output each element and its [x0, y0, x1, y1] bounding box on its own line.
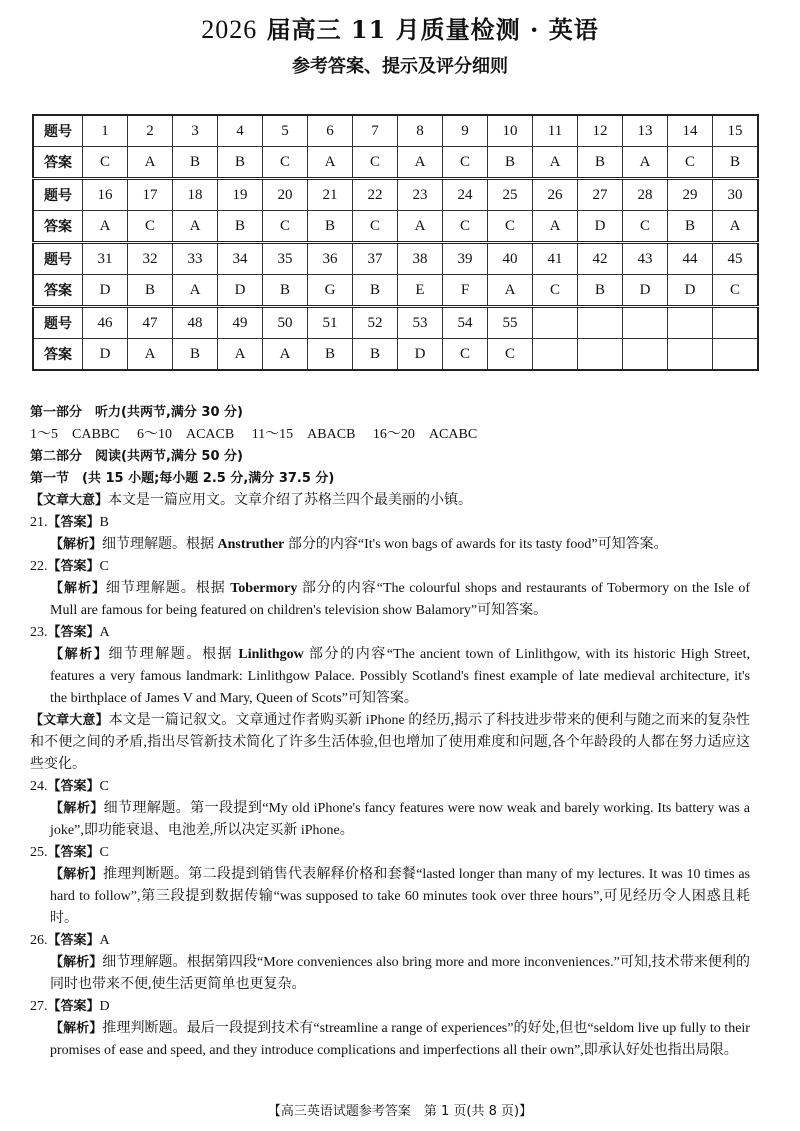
- answer-cell: A: [173, 211, 218, 243]
- question-number-cell: 48: [173, 307, 218, 339]
- page-title: [0, 10, 800, 45]
- page-footer: 【高三英语试题参考答案 第 1 页(共 8 页)】: [267, 1104, 533, 1119]
- explanation-tag: 【解析】: [50, 581, 106, 596]
- answer-cell: D: [398, 339, 443, 371]
- answer-tag: 【答案】: [47, 515, 100, 530]
- listening-answers: [30, 424, 750, 446]
- answer-cell: B: [308, 211, 353, 243]
- row-label: 答案: [33, 339, 83, 371]
- explanation-tag: 【解析】: [50, 867, 103, 882]
- question-number-cell: 43: [623, 243, 668, 275]
- explanation-tag: 【解析】: [50, 647, 109, 662]
- answer-letter: B: [99, 515, 109, 530]
- answer-explanations: [30, 402, 750, 1062]
- explanation-tag: 【解析】: [50, 1021, 103, 1036]
- answer-cell: B: [353, 275, 398, 307]
- answer-cell: A: [623, 147, 668, 179]
- explanation-tag: 【解析】: [50, 955, 103, 970]
- question-number-cell: 1: [83, 115, 128, 147]
- question-number-cell: 13: [623, 115, 668, 147]
- question-number-cell: 19: [218, 179, 263, 211]
- question-number-cell: 55: [488, 307, 533, 339]
- question-number-cell: 39: [443, 243, 488, 275]
- question-number-cell: 33: [173, 243, 218, 275]
- answer-cell: A: [533, 147, 578, 179]
- answer-cell: E: [398, 275, 443, 307]
- answer-cell: C: [263, 147, 308, 179]
- page-subtitle: 参考答案、提示及评分细则: [292, 56, 508, 77]
- answer-cell: B: [713, 147, 759, 179]
- answer-letter: C: [99, 559, 109, 574]
- explanation-text: 推理判断题。第二段提到销售代表解释价格和套餐“lasted longer than many of my lectures. It was 10 times as hard to follow”,第三段提到数据传输“was supposed to take 60 minutes took over three hours”,可见经历令人困惑且耗时。: [50, 867, 750, 926]
- question-number-cell: 50: [263, 307, 308, 339]
- explanation-text: 细节理解题。根据: [102, 537, 218, 552]
- question-number-cell: [533, 307, 578, 339]
- question-number-cell: 6: [308, 115, 353, 147]
- answer-tag: 【答案】: [47, 845, 100, 860]
- question-number-row: [33, 243, 758, 275]
- question-number-cell: 47: [128, 307, 173, 339]
- listening-group: 16～20 ACABC: [372, 427, 478, 442]
- answer-cell: B: [308, 339, 353, 371]
- question-number-cell: 7: [353, 115, 398, 147]
- question-number-cell: 41: [533, 243, 578, 275]
- question-number-cell: 26: [533, 179, 578, 211]
- question-number-cell: 28: [623, 179, 668, 211]
- answer-cell: C: [713, 275, 759, 307]
- answer-cell: A: [398, 211, 443, 243]
- question-number-cell: 17: [128, 179, 173, 211]
- question-number-cell: 38: [398, 243, 443, 275]
- question-number-cell: 35: [263, 243, 308, 275]
- question-number: 24.: [30, 779, 48, 794]
- question-number-cell: [578, 307, 623, 339]
- explanation-text: 细节理解题。根据第四段“More conveniences also bring more and more inconveniences.”可知,技术带来便利的同时也带来不便,使生活更简单也更复杂。: [50, 955, 750, 992]
- summary-text: 本文是一篇应用文。文章介绍了苏格兰四个最美丽的小镇。: [108, 493, 473, 508]
- title-year: 2026: [201, 15, 258, 44]
- listening-group: 6～10 ACACB: [136, 427, 235, 442]
- question-number-row: [33, 115, 758, 147]
- answer-cell: A: [488, 275, 533, 307]
- question-number-cell: 8: [398, 115, 443, 147]
- explanation-text: 细节理解题。根据: [108, 647, 239, 662]
- question-number-cell: 22: [353, 179, 398, 211]
- question-number-cell: 37: [353, 243, 398, 275]
- answer-letter: C: [99, 779, 109, 794]
- question-number-cell: 9: [443, 115, 488, 147]
- question-item: [30, 622, 750, 710]
- answer-letter: C: [99, 845, 109, 860]
- summary-tag: 【文章大意】: [30, 713, 109, 728]
- question-number-cell: 5: [263, 115, 308, 147]
- question-number-cell: 24: [443, 179, 488, 211]
- question-number-cell: 3: [173, 115, 218, 147]
- answer-cell: C: [443, 339, 488, 371]
- answer-row: [33, 211, 758, 243]
- explanation-text: 部分的内容“The ancient town of Linlithgow, with its historic High Street, features a very famous landmark: Linlithgow Palace. Possibly Scotland's finest example of late medieval architecture, it's the birthplace of James V and Mary, Queen of Scots”可知答案。: [50, 647, 751, 706]
- answer-tag: 【答案】: [47, 933, 100, 948]
- row-label: 题号: [33, 179, 83, 211]
- answer-tag: 【答案】: [47, 999, 100, 1014]
- answer-cell: D: [578, 211, 623, 243]
- answer-cell: F: [443, 275, 488, 307]
- answer-line: [30, 842, 750, 864]
- answer-cell: D: [83, 275, 128, 307]
- question-number-cell: [623, 307, 668, 339]
- answer-cell: A: [173, 275, 218, 307]
- answer-cell: B: [488, 147, 533, 179]
- question-number: 21.: [30, 515, 48, 530]
- question-number-cell: 29: [668, 179, 713, 211]
- answer-row: [33, 339, 758, 371]
- question-number-cell: 45: [713, 243, 759, 275]
- answer-cell: [623, 339, 668, 371]
- question-number-cell: 31: [83, 243, 128, 275]
- answer-letter: D: [99, 999, 110, 1014]
- listening-group: 11～15 ABACB: [251, 427, 356, 442]
- answer-cell: C: [488, 211, 533, 243]
- listening-group: 1～5 CABBC: [30, 427, 120, 442]
- answer-cell: A: [713, 211, 759, 243]
- answer-line: [30, 776, 750, 798]
- passage-b-summary: [30, 710, 750, 776]
- keyword: Tobermory: [230, 581, 298, 596]
- answer-cell: B: [173, 339, 218, 371]
- part1-heading: 第一部分 听力(共两节,满分 30 分): [30, 405, 243, 420]
- answer-cell: C: [353, 211, 398, 243]
- question-number: 23.: [30, 625, 48, 640]
- part2-heading: 第二部分 阅读(共两节,满分 50 分): [30, 449, 243, 464]
- row-label: 题号: [33, 115, 83, 147]
- answer-tag: 【答案】: [47, 559, 100, 574]
- answer-cell: C: [623, 211, 668, 243]
- answer-cell: D: [668, 275, 713, 307]
- passage-a-summary: [30, 490, 750, 512]
- title-text: 届高三 11 月质量检测 · 英语: [266, 15, 599, 44]
- answer-letter: A: [99, 933, 110, 948]
- question-number: 27.: [30, 999, 48, 1014]
- question-number-cell: 40: [488, 243, 533, 275]
- question-item: [30, 776, 750, 842]
- row-label: 题号: [33, 307, 83, 339]
- question-number-cell: 27: [578, 179, 623, 211]
- answer-cell: B: [353, 339, 398, 371]
- answer-cell: C: [83, 147, 128, 179]
- question-number-cell: 21: [308, 179, 353, 211]
- answer-cell: C: [128, 211, 173, 243]
- question-number-cell: 20: [263, 179, 308, 211]
- question-number-cell: 42: [578, 243, 623, 275]
- row-label: 答案: [33, 211, 83, 243]
- answer-cell: C: [668, 147, 713, 179]
- question-number-cell: 30: [713, 179, 759, 211]
- explanation: [30, 864, 750, 930]
- explanation-text: 细节理解题。第一段提到“My old iPhone's fancy features were now weak and barely working. Its battery was a joke”,即功能衰退、电池差,所以决定买新 iPhone。: [50, 801, 750, 838]
- explanation-text: 部分的内容“The colourful shops and restaurants of Tobermory on the Isle of Mull are famous for being featured on children's television show Balamory”可知答案。: [50, 581, 750, 618]
- question-number-cell: 16: [83, 179, 128, 211]
- answer-cell: [668, 339, 713, 371]
- question-number-cell: 2: [128, 115, 173, 147]
- answer-row: [33, 147, 758, 179]
- summary-tag: 【文章大意】: [30, 493, 109, 508]
- question-number-cell: 51: [308, 307, 353, 339]
- answer-table: [32, 114, 759, 371]
- answer-cell: C: [443, 211, 488, 243]
- answer-cell: A: [398, 147, 443, 179]
- explanation: [30, 952, 750, 996]
- explanation: [30, 644, 750, 710]
- answer-cell: A: [83, 211, 128, 243]
- question-number-cell: 34: [218, 243, 263, 275]
- question-number-cell: 32: [128, 243, 173, 275]
- answer-line: [30, 996, 750, 1018]
- answer-tag: 【答案】: [47, 779, 100, 794]
- answer-cell: A: [308, 147, 353, 179]
- explanation: [30, 534, 750, 556]
- question-number-cell: 18: [173, 179, 218, 211]
- question-number-cell: 14: [668, 115, 713, 147]
- answer-cell: A: [218, 339, 263, 371]
- question-number-cell: 44: [668, 243, 713, 275]
- answer-cell: C: [353, 147, 398, 179]
- explanation: [30, 798, 750, 842]
- answer-line: [30, 622, 750, 644]
- question-number-row: [33, 179, 758, 211]
- row-label: 题号: [33, 243, 83, 275]
- answer-cell: B: [128, 275, 173, 307]
- explanation-text: 部分的内容“It's won bags of awards for its tasty food”可知答案。: [284, 537, 668, 552]
- answer-cell: G: [308, 275, 353, 307]
- answer-cell: B: [668, 211, 713, 243]
- question-number-cell: 46: [83, 307, 128, 339]
- explanation: [30, 1018, 750, 1062]
- answer-cell: C: [443, 147, 488, 179]
- question-number-cell: 11: [533, 115, 578, 147]
- row-label: 答案: [33, 275, 83, 307]
- question-number: 26.: [30, 933, 48, 948]
- question-item: [30, 842, 750, 930]
- answer-cell: C: [488, 339, 533, 371]
- question-item: [30, 556, 750, 622]
- question-number-row: [33, 307, 758, 339]
- answer-letter: A: [99, 625, 110, 640]
- answer-cell: B: [173, 147, 218, 179]
- answer-cell: D: [623, 275, 668, 307]
- answer-line: [30, 930, 750, 952]
- answer-cell: B: [218, 211, 263, 243]
- explanation-tag: 【解析】: [50, 801, 104, 816]
- answer-cell: B: [263, 275, 308, 307]
- answer-row: [33, 275, 758, 307]
- answer-cell: B: [578, 275, 623, 307]
- question-number-cell: 15: [713, 115, 759, 147]
- explanation-text: 推理判断题。最后一段提到技术有“streamline a range of experiences”的好处,但也“seldom live up fully to their promises of ease and speed, and they introduce complications and imperfections all their own”,即承认好处也指出局限。: [50, 1021, 750, 1058]
- answer-cell: [578, 339, 623, 371]
- question-number-cell: 53: [398, 307, 443, 339]
- question-item: [30, 512, 750, 556]
- question-number-cell: 10: [488, 115, 533, 147]
- answer-cell: C: [263, 211, 308, 243]
- question-number-cell: 4: [218, 115, 263, 147]
- answer-cell: D: [83, 339, 128, 371]
- answer-line: [30, 512, 750, 534]
- explanation: [30, 578, 750, 622]
- explanation-tag: 【解析】: [50, 537, 103, 552]
- answer-cell: A: [263, 339, 308, 371]
- answer-cell: [533, 339, 578, 371]
- question-number: 22.: [30, 559, 48, 574]
- answer-cell: D: [218, 275, 263, 307]
- answer-cell: B: [218, 147, 263, 179]
- answer-cell: C: [533, 275, 578, 307]
- answer-cell: [713, 339, 759, 371]
- question-number-cell: 52: [353, 307, 398, 339]
- question-number-cell: [668, 307, 713, 339]
- question-number-cell: 23: [398, 179, 443, 211]
- explanation-text: 细节理解题。根据: [105, 581, 231, 596]
- question-item: [30, 996, 750, 1062]
- answer-line: [30, 556, 750, 578]
- keyword: Anstruther: [217, 537, 285, 552]
- question-number-cell: 54: [443, 307, 488, 339]
- summary-text: 本文是一篇记叙文。文章通过作者购买新 iPhone 的经历,揭示了科技进步带来的便利与随之而来的复杂性和不便之间的矛盾,指出尽管新技术简化了许多生活体验,但也增加了使用难度和问题,各个年龄段的人都在努力适应这些变化。: [30, 713, 750, 772]
- question-number-cell: 25: [488, 179, 533, 211]
- section1-heading: 第一节 (共 15 小题;每小题 2.5 分,满分 37.5 分): [30, 471, 335, 486]
- question-item: [30, 930, 750, 996]
- answer-cell: A: [533, 211, 578, 243]
- question-number-cell: 12: [578, 115, 623, 147]
- answer-cell: B: [578, 147, 623, 179]
- answer-cell: A: [128, 147, 173, 179]
- answer-tag: 【答案】: [47, 625, 100, 640]
- question-number: 25.: [30, 845, 48, 860]
- row-label: 答案: [33, 147, 83, 179]
- question-number-cell: 49: [218, 307, 263, 339]
- answer-cell: A: [128, 339, 173, 371]
- keyword: Linlithgow: [238, 647, 304, 662]
- question-number-cell: 36: [308, 243, 353, 275]
- question-number-cell: [713, 307, 759, 339]
